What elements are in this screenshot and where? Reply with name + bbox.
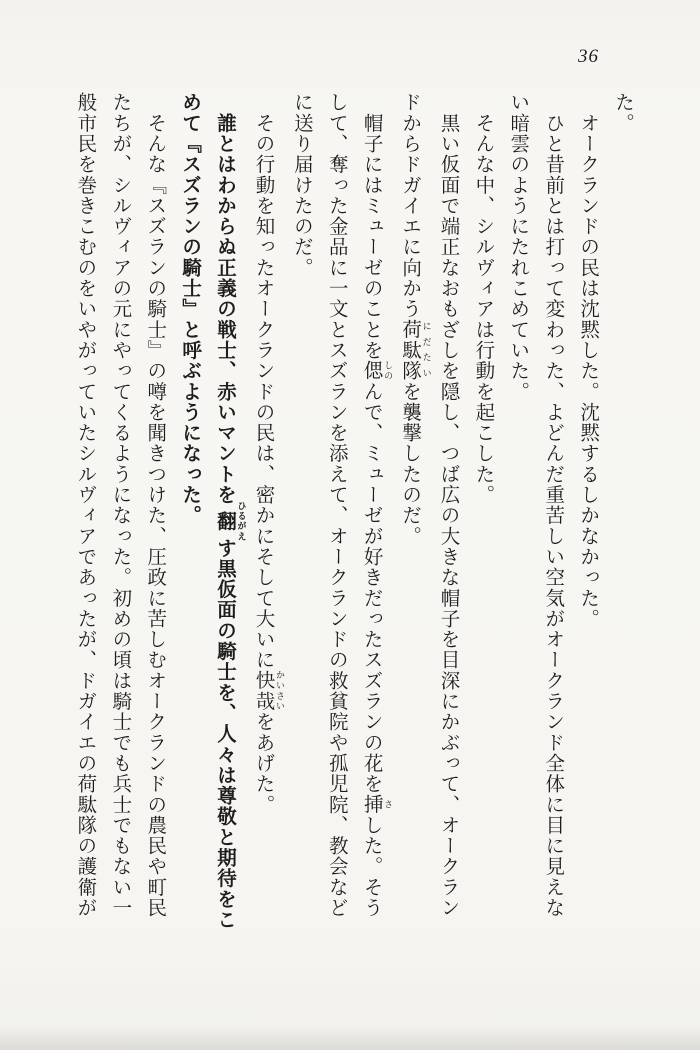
text-line-15: たちが、シルヴィアの元にやってくるようになった。初めの頃は騎士でも兵士でもない一 (109, 92, 133, 918)
vertical-text-body (74, 92, 640, 992)
text-line-6: 黒い仮面で端正なおもざしを隠し、つば広の大きな帽子を目深にかぶって、オークラン (437, 92, 461, 918)
text-line-14: そんな『スズランの騎士』の噂を聞きつけた、圧政に苦しむオークランドの農民や町民 (144, 92, 168, 918)
furigana-hirugae: 翻ひるがえ (214, 501, 246, 542)
page-number: 36 (578, 46, 599, 67)
text-line-7: ドからドガイエに向かう荷駄隊にだたいを襲撃したのだ。 (399, 92, 431, 547)
text-line-16: 般市民を巻きこむのをいやがっていたシルヴィアであったが、ドガイエの荷駄隊の護衛が (74, 92, 98, 918)
furigana-nidatai: 荷駄隊にだたい (399, 319, 431, 382)
text-line-3: ひと昔前とは打って変わった、よどんだ重苦しい空気がオークランド全体に目に見えな (542, 92, 566, 918)
text-line-11: その行動を知ったオークランドの民は、密かにそして大いに快哉かいさいをあげた。 (252, 92, 284, 815)
text-line-2: オークランドの民は沈黙した。沈黙するしかなかった。 (577, 92, 601, 629)
text-line-8: 帽子にはミューゼのことを偲しのんで、ミューゼが好きだったスズランの花を挿さした。そう (360, 92, 393, 919)
text-line-10: に送り届けたのだ。 (290, 92, 314, 278)
page-bottom-shadow (0, 1026, 700, 1050)
furigana-shino: 偲しの (360, 360, 393, 382)
furigana-sa: 挿さ (360, 794, 393, 815)
furigana-kaisai: 快哉かいさい (252, 670, 284, 712)
text-line-13: めて『スズランの騎士』と呼ぶようになった。 (179, 92, 203, 526)
text-line-5: そんな中、シルヴィアは行動を起こした。 (472, 92, 496, 505)
text-line-9: して、奪った金品に一文とスズランを添えて、オークランドの救貧院や孤児院、教会など (325, 92, 349, 918)
text-line-12: 誰とはわからぬ正義の戦士、赤いマントを翻ひるがえす黒仮面の騎士を、人々は尊敬と期待をこ (214, 92, 246, 930)
text-line-1: た。 (612, 92, 635, 134)
text-line-4: い暗雲のようにたれこめていた。 (507, 92, 531, 402)
